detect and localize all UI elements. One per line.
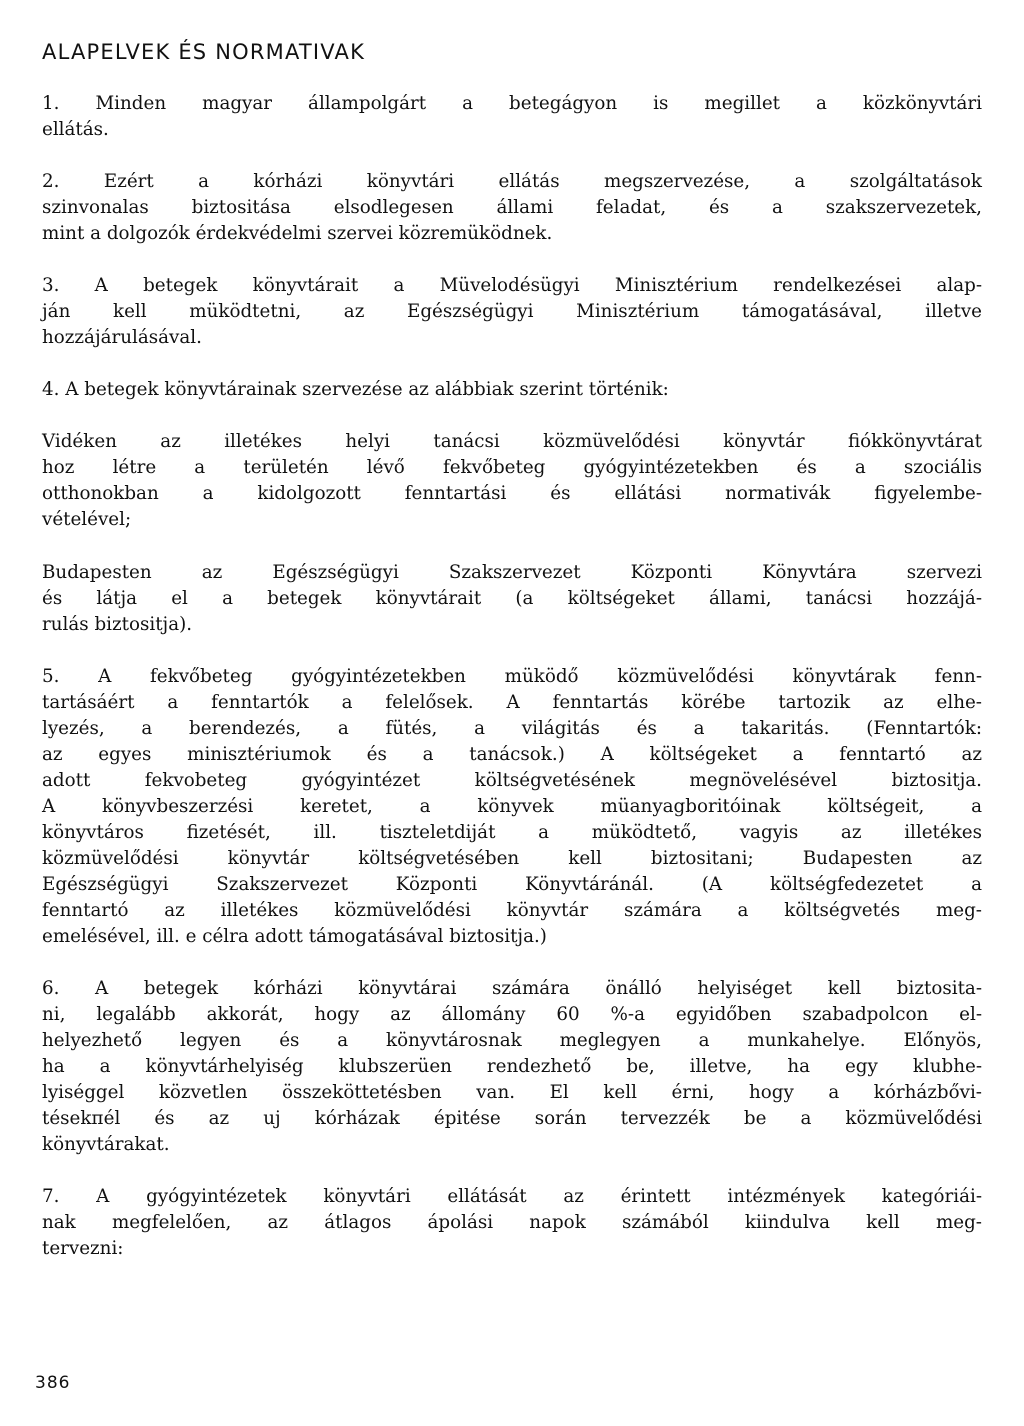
paragraph-line: adott fekvobeteg gyógyintézet költségvetésének megnövelésével biztositja. (42, 770, 982, 791)
paragraph-line: 5. A fekvőbeteg gyógyintézetekben müködő közmüvelődési könyvtárak fenn- (42, 666, 982, 687)
paragraph-4b (42, 560, 982, 638)
paragraph-line: nak megfelelően, az átlagos ápolási napok számából kiindulva kell meg- (42, 1212, 982, 1233)
paragraph-line: könyvtárakat. (42, 1134, 170, 1155)
paragraph-line: fenntartó az illetékes közmüvelődési könyvtár számára a költségvetés meg- (42, 900, 982, 921)
paragraph-1 (42, 91, 982, 143)
paragraph-line: 7. A gyógyintézetek könyvtári ellátását az érintett intézmények kategóriái- (42, 1186, 982, 1207)
paragraph-line: lyezés, a berendezés, a fütés, a világitás és a takaritás. (Fenntartók: (42, 718, 982, 739)
paragraph-line: könyvtáros fizetését, ill. tiszteletdiját a müködtető, vagyis az illetékes (42, 822, 982, 843)
paragraph-line: tervezni: (42, 1238, 124, 1259)
section-heading: ALAPELVEK ÉS NORMATIVAK (42, 40, 366, 64)
paragraph-line: 4. A betegek könyvtárainak szervezése az alábbiak szerint történik: (42, 379, 669, 400)
paragraph-line: Egészségügyi Szakszervezet Központi Könyvtáránál. (A költségfedezetet a (42, 874, 982, 895)
paragraph-line: lyiséggel közvetlen összeköttetésben van. El kell érni, hogy a kórházbővi- (42, 1082, 982, 1103)
paragraph-line: ha a könyvtárhelyiség klubszerüen rendezhető be, illetve, ha egy klubhe- (42, 1056, 982, 1077)
paragraph-7 (42, 1184, 982, 1262)
paragraph-line: az egyes minisztériumok és a tanácsok.) A költségeket a fenntartó az (42, 744, 982, 765)
paragraph-line: rulás biztositja). (42, 614, 193, 635)
paragraph-line: hozzájárulásával. (42, 327, 202, 348)
paragraph-line: szinvonalas biztositása elsodlegesen állami feladat, és a szakszervezetek, (42, 197, 982, 218)
paragraph-line: tartásáért a fenntartók a felelősek. A fenntartás körébe tartozik az elhe- (42, 692, 982, 713)
paragraph-line: A könyvbeszerzési keretet, a könyvek müanyagboritóinak költségeit, a (42, 796, 982, 817)
paragraph-line: és látja el a betegek könyvtárait (a költségeket állami, tanácsi hozzájá- (42, 588, 982, 609)
paragraph-line: mint a dolgozók érdekvédelmi szervei közremüködnek. (42, 223, 553, 244)
paragraph-line: tésekпél és az uj kórházak épitése során tervezzék be a közmüvelődési (42, 1108, 982, 1129)
paragraph-3 (42, 273, 982, 351)
paragraph-line: 2. Ezért a kórházi könyvtári ellátás megszervezése, a szolgáltatások (42, 171, 982, 192)
paragraph-line: ellátás. (42, 119, 109, 140)
paragraph-5 (42, 664, 982, 950)
paragraph-line: Vidéken az illetékes helyi tanácsi közmüvelődési könyvtár fiókkönyvtárat (42, 431, 982, 452)
paragraph-line: emelésével, ill. e célra adott támogatásával biztositja.) (42, 926, 547, 947)
paragraph-line: 1. Minden magyar állampolgárt a betegágyon is megillet a közkönyvtári (42, 93, 982, 114)
paragraph-line: otthonokban a kidolgozott fenntartási és ellátási normativák figyelembe- (42, 483, 982, 504)
paragraph-4 (42, 377, 982, 403)
paragraph-6 (42, 976, 982, 1158)
paragraph-line: 6. A betegek kórházi könyvtárai számára önálló helyiséget kell biztosita- (42, 978, 982, 999)
paragraph-line: vételével; (42, 509, 132, 530)
paragraph-line: közmüvelődési könyvtár költségvetésében kell biztositani; Budapesten az (42, 848, 982, 869)
paragraph-line: 3. A betegek könyvtárait a Müvelodésügyi Minisztérium rendelkezései alap- (42, 275, 982, 296)
paragraph-line: Budapesten az Egészségügyi Szakszervezet Központi Könyvtára szervezi (42, 562, 982, 583)
paragraph-line: hoz létre a területén lévő fekvőbeteg gyógyintézetekben és a szociális (42, 457, 982, 478)
paragraph-line: helyezhető legyen és a könyvtárosnak meglegyen a munkahelye. Előnyös, (42, 1030, 982, 1051)
page-number: 386 (35, 1373, 71, 1393)
paragraph-4a (42, 429, 982, 533)
paragraph-line: ján kell müködtetni, az Egészségügyi Minisztérium támogatásával, illetve (42, 301, 982, 322)
paragraph-2 (42, 169, 982, 247)
paragraph-line: ni, legalább akkorát, hogy az állomány 60 %-a egyidőben szabadpolcon el- (42, 1004, 982, 1025)
